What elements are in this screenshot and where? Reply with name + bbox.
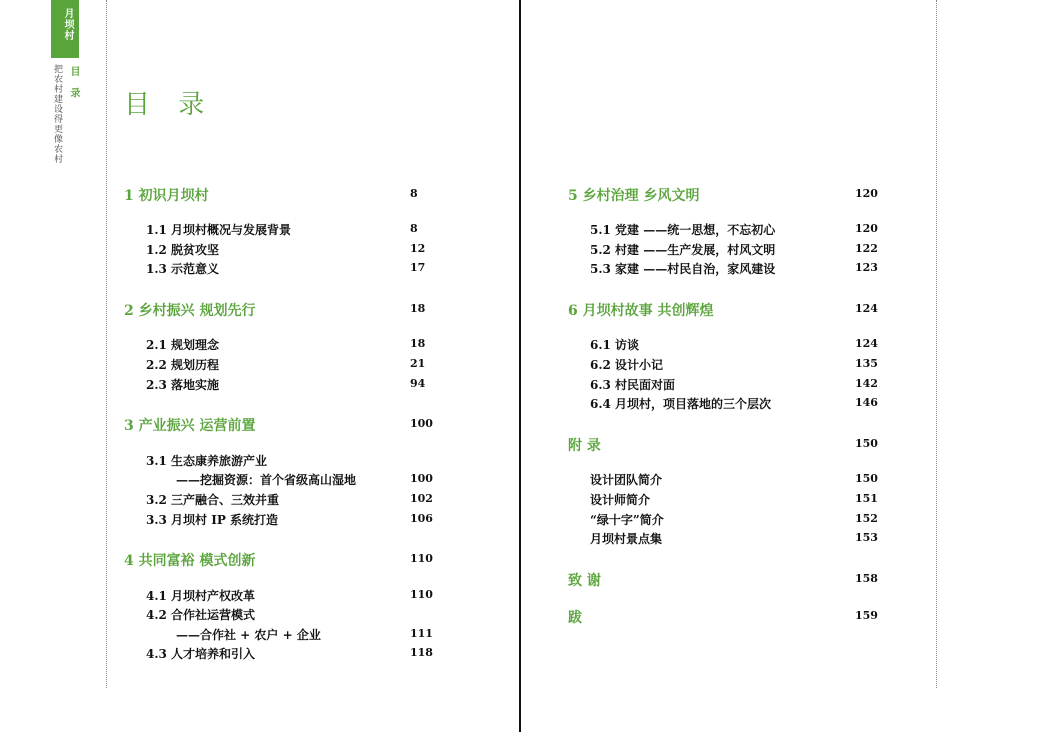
toc-entry: 2.3 落地实施 xyxy=(146,378,220,392)
slogan: 把农村建设得更像农村 xyxy=(52,64,62,164)
toc-page: 123 xyxy=(855,261,878,274)
toc-page: 120 xyxy=(855,222,878,235)
toc-entry: 6.2 设计小记 xyxy=(590,358,664,372)
right-margin-line xyxy=(936,0,937,688)
toc-entry: 2.1 规划理念 xyxy=(146,338,220,352)
toc-page: 100 xyxy=(410,417,433,430)
left-margin-line xyxy=(106,0,107,688)
toc-page: 122 xyxy=(855,242,878,255)
toc-page: 94 xyxy=(410,377,426,390)
toc-page: 146 xyxy=(855,396,878,409)
toc-section: 1 初识月坝村 xyxy=(124,188,209,204)
book-title: 月坝村 xyxy=(62,8,73,41)
toc-page: 151 xyxy=(855,492,878,505)
toc-entry: 3.2 三产融合、三效并重 xyxy=(146,493,280,507)
toc-section: 附 录 xyxy=(568,438,601,454)
toc-page: 102 xyxy=(410,492,433,505)
toc-page: 142 xyxy=(855,377,878,390)
toc-section: 2 乡村振兴 规划先行 xyxy=(124,303,256,319)
toc-page: 100 xyxy=(410,472,433,485)
page-title: 目 录 xyxy=(124,90,215,120)
toc-page: 150 xyxy=(855,437,878,450)
toc-entry: 2.2 规划历程 xyxy=(146,358,220,372)
toc-page: 110 xyxy=(410,588,433,601)
toc-page: 118 xyxy=(410,646,433,659)
toc-entry: 6.4 月坝村，项目落地的三个层次 xyxy=(590,397,772,411)
toc-entry: 4.1 月坝村产权改革 xyxy=(146,589,256,603)
toc-page: 18 xyxy=(410,337,426,350)
toc-page: 106 xyxy=(410,512,433,525)
toc-entry: 1.2 脱贫攻坚 xyxy=(146,243,220,257)
toc-page: 135 xyxy=(855,357,878,370)
toc-entry: 6.1 访谈 xyxy=(590,338,640,352)
toc-entry-cont: ——合作社 + 农户 + 企业 xyxy=(176,628,321,642)
toc-section: 5 乡村治理 乡风文明 xyxy=(568,188,700,204)
toc-page: 150 xyxy=(855,472,878,485)
toc-entry: 4.3 人才培养和引入 xyxy=(146,647,256,661)
toc-entry: 3.3 月坝村 IP 系统打造 xyxy=(146,513,279,527)
page-gutter xyxy=(519,0,521,732)
toc-page: 153 xyxy=(855,531,878,544)
toc-page: 110 xyxy=(410,552,433,565)
toc-entry: 设计师简介 xyxy=(590,493,651,507)
toc-page: 18 xyxy=(410,302,426,315)
toc-entry: “绿十字”简介 xyxy=(590,513,664,527)
toc-entry: 1.1 月坝村概况与发展背景 xyxy=(146,223,292,237)
section-label: 目 录 xyxy=(68,66,79,102)
toc-page: 111 xyxy=(410,627,433,640)
toc-page: 152 xyxy=(855,512,878,525)
toc-section: 4 共同富裕 模式创新 xyxy=(124,553,256,569)
toc-section: 6 月坝村故事 共创辉煌 xyxy=(568,303,714,319)
toc-section: 跋 xyxy=(568,610,582,626)
toc-section: 致 谢 xyxy=(568,573,601,589)
toc-entry: 设计团队简介 xyxy=(590,473,663,487)
toc-page: 120 xyxy=(855,187,878,200)
toc-page: 158 xyxy=(855,572,878,585)
toc-page: 159 xyxy=(855,609,878,622)
toc-page: 124 xyxy=(855,302,878,315)
toc-page: 21 xyxy=(410,357,426,370)
toc-entry: 月坝村景点集 xyxy=(590,532,663,546)
toc-section: 3 产业振兴 运营前置 xyxy=(124,418,256,434)
toc-entry: 3.1 生态康养旅游产业 xyxy=(146,454,268,468)
toc-entry: 4.2 合作社运营模式 xyxy=(146,608,256,622)
toc-entry: 5.3 家建 ——村民自治，家风建设 xyxy=(590,262,776,276)
toc-entry: 5.2 村建 ——生产发展，村风文明 xyxy=(590,243,776,257)
toc-entry: 5.1 党建 ——统一思想，不忘初心 xyxy=(590,223,776,237)
toc-entry-cont: ——挖掘资源：首个省级高山湿地 xyxy=(176,473,357,487)
toc-page: 17 xyxy=(410,261,426,274)
toc-page: 8 xyxy=(410,187,418,200)
toc-page: 12 xyxy=(410,242,426,255)
toc-entry: 1.3 示范意义 xyxy=(146,262,220,276)
toc-page: 8 xyxy=(410,222,418,235)
toc-page: 124 xyxy=(855,337,878,350)
toc-entry: 6.3 村民面对面 xyxy=(590,378,676,392)
